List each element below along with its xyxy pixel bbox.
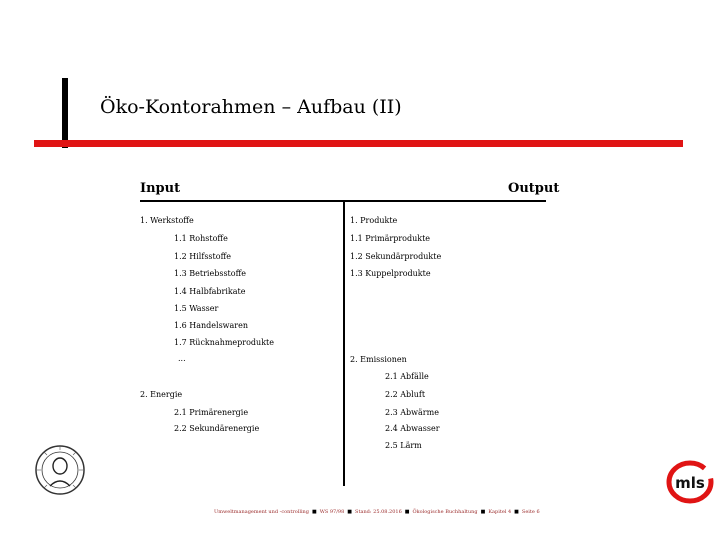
input-item: 1. Werkstoffe bbox=[140, 216, 194, 225]
table-column-divider bbox=[343, 200, 345, 486]
input-header: Input bbox=[140, 181, 181, 196]
input-item: 1.2 Hilfsstoffe bbox=[174, 252, 231, 261]
input-item: 2.2 Sekundärenergie bbox=[174, 424, 260, 433]
title-underline-bar bbox=[34, 140, 683, 147]
output-item: 1. Produkte bbox=[350, 216, 398, 225]
output-item: 2.2 Abluft bbox=[385, 390, 426, 399]
input-item: 1.7 Rücknahmeprodukte bbox=[174, 338, 274, 347]
footer: Umweltmanagement und -controlling ■ WS 97/98 ■ Stand: 25.08.2016 ■ Ökologische Buchhaltung ■ Kapitel 4 ■ Seite 6 bbox=[214, 509, 540, 515]
footer-topic: Ökologische Buchhaltung bbox=[412, 509, 478, 515]
slide-title: Öko-Kontorahmen – Aufbau (II) bbox=[100, 96, 402, 118]
input-item: 1.1 Rohstoffe bbox=[174, 234, 228, 243]
footer-chapter: Kapitel 4 bbox=[488, 509, 512, 515]
input-item: 1.4 Halbfabrikate bbox=[174, 287, 246, 296]
output-header: Output bbox=[508, 181, 560, 196]
output-item: 1.1 Primärprodukte bbox=[350, 234, 431, 243]
output-item: 2. Emissionen bbox=[350, 355, 407, 364]
input-item: 1.6 Handelswaren bbox=[174, 321, 249, 330]
output-item: 2.4 Abwasser bbox=[385, 424, 440, 433]
output-item: 1.3 Kuppelprodukte bbox=[350, 269, 431, 278]
footer-semester: WS 97/98 bbox=[319, 509, 345, 515]
output-item: 1.2 Sekundärprodukte bbox=[350, 252, 442, 261]
input-item: 1.3 Betriebsstoffe bbox=[174, 269, 246, 278]
output-item: 2.5 Lärm bbox=[385, 441, 422, 450]
input-item: 1.5 Wasser bbox=[174, 304, 219, 313]
mls-logo bbox=[666, 460, 714, 504]
footer-date: Stand: 25.08.2016 bbox=[355, 509, 402, 515]
input-item: 2.1 Primärenergie bbox=[174, 408, 249, 417]
input-item: 2. Energie bbox=[140, 390, 183, 399]
footer-course: Umweltmanagement und -controlling bbox=[214, 509, 309, 515]
output-item: 2.1 Abfälle bbox=[385, 372, 429, 381]
decorative-vertical-bar bbox=[62, 78, 68, 148]
mls-logo-text: mls bbox=[675, 474, 705, 492]
university-seal-logo bbox=[34, 442, 86, 498]
footer-page: Seite 6 bbox=[521, 509, 540, 515]
input-item: ... bbox=[178, 354, 186, 363]
output-item: 2.3 Abwärme bbox=[385, 408, 439, 417]
